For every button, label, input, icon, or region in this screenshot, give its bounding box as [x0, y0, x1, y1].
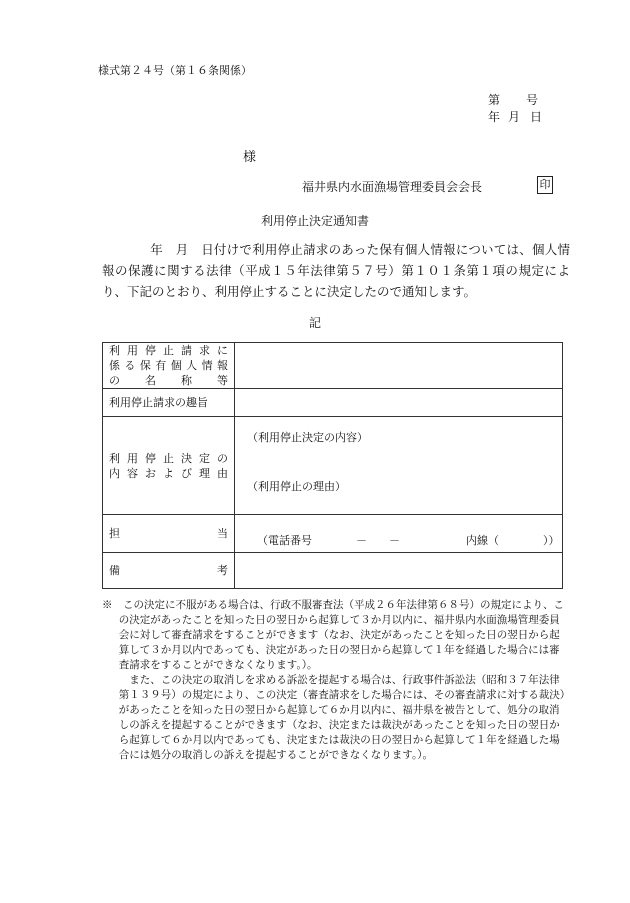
label-line: 利用停止決定の	[109, 451, 228, 465]
label-line: 係る保有個人情報	[109, 359, 228, 372]
value-decision	[235, 417, 563, 515]
document-number-date	[488, 92, 542, 126]
date-nen: 年	[488, 110, 501, 124]
doc-number-go: 号	[526, 93, 539, 107]
ki-heading: 記	[308, 316, 321, 330]
date-tsuki: 月	[508, 110, 521, 124]
label-char: 当	[217, 527, 228, 540]
label-line: 利用停止請求に	[109, 344, 228, 357]
row-label-decision	[103, 417, 235, 515]
table-row	[103, 389, 563, 417]
body-text: 年 月 日付けで利用停止請求のあった保有個人情報については、個人情報の保護に関する法律（平成１５年法律第５７号）第１０１条第１項の規定により、下記のとおり、利用停止することに決定したので通知します。	[102, 242, 570, 299]
table-row	[103, 343, 563, 389]
date-hi: 日	[530, 110, 543, 124]
phone-line: （電話番号 － － 内線（ ））	[257, 534, 560, 547]
body-paragraph	[102, 239, 570, 302]
issuer-name: 福井県内水面漁場管理委員会会長	[302, 180, 483, 194]
seal-mark: 印	[537, 176, 553, 194]
row-label-remarks	[103, 553, 235, 589]
table-row	[103, 553, 563, 589]
table-row	[103, 515, 563, 553]
row-label-purpose	[103, 389, 235, 417]
notice-paragraph-1: ※ この決定に不服がある場合は、行政不服審査法（平成２６年法律第６８号）の規定により、この決定があったことを知った日の翌日から起算して３か月以内に、福井県内水面漁場管理委員会に対して審査請求をすることができます（なお、決定があったことを知った日の翌日から起算して３か月以内であっても、決定があった日の翌日から起算して１年を経過した場合には審査請求をすることができなくなります。）。	[102, 599, 564, 671]
label-line: の 名 称 等	[109, 374, 228, 387]
doc-number-dai: 第	[488, 93, 501, 107]
row-label-contact	[103, 515, 235, 553]
notice-block	[102, 598, 567, 763]
decision-content-label: （利用停止決定の内容）	[247, 431, 368, 444]
notice-paragraph-2: また、この決定の取消しを求める訴訟を提起する場合は、行政事件訴訟法（昭和３７年法律第１３９号）の規定により、この決定（審査請求をした場合には、その審査請求に対する裁決）があったことを知った日の翌日から起算して６か月以内に、福井県を被告として、処分の取消しの訴えを提起することができます（なお、決定または裁決があったことを知った日の翌日から起算して６か月以内であっても、決定または裁決の日の翌日から起算して１年を経過した場合には処分の取消しの訴えを提起することができなくなります。）。	[118, 674, 566, 761]
label-char: 担	[109, 527, 120, 540]
decision-reason-label: （利用停止の理由）	[247, 480, 346, 493]
addressee-suffix: 様	[243, 150, 257, 165]
label-line: 利用停止請求の趣旨	[109, 396, 208, 409]
label-char: 備	[109, 564, 120, 577]
value-contact	[235, 515, 563, 553]
row-label-info-name	[103, 343, 235, 389]
table-row	[103, 417, 563, 515]
value-info-name	[235, 343, 563, 389]
document-title: 利用停止決定通知書	[260, 214, 369, 228]
label-line: 内容および理由	[109, 466, 228, 480]
value-remarks	[235, 553, 563, 589]
label-char: 考	[217, 564, 228, 577]
form-number: 様式第２４号（第１６条関係）	[98, 64, 252, 77]
value-purpose	[235, 389, 563, 417]
details-table	[102, 342, 563, 589]
